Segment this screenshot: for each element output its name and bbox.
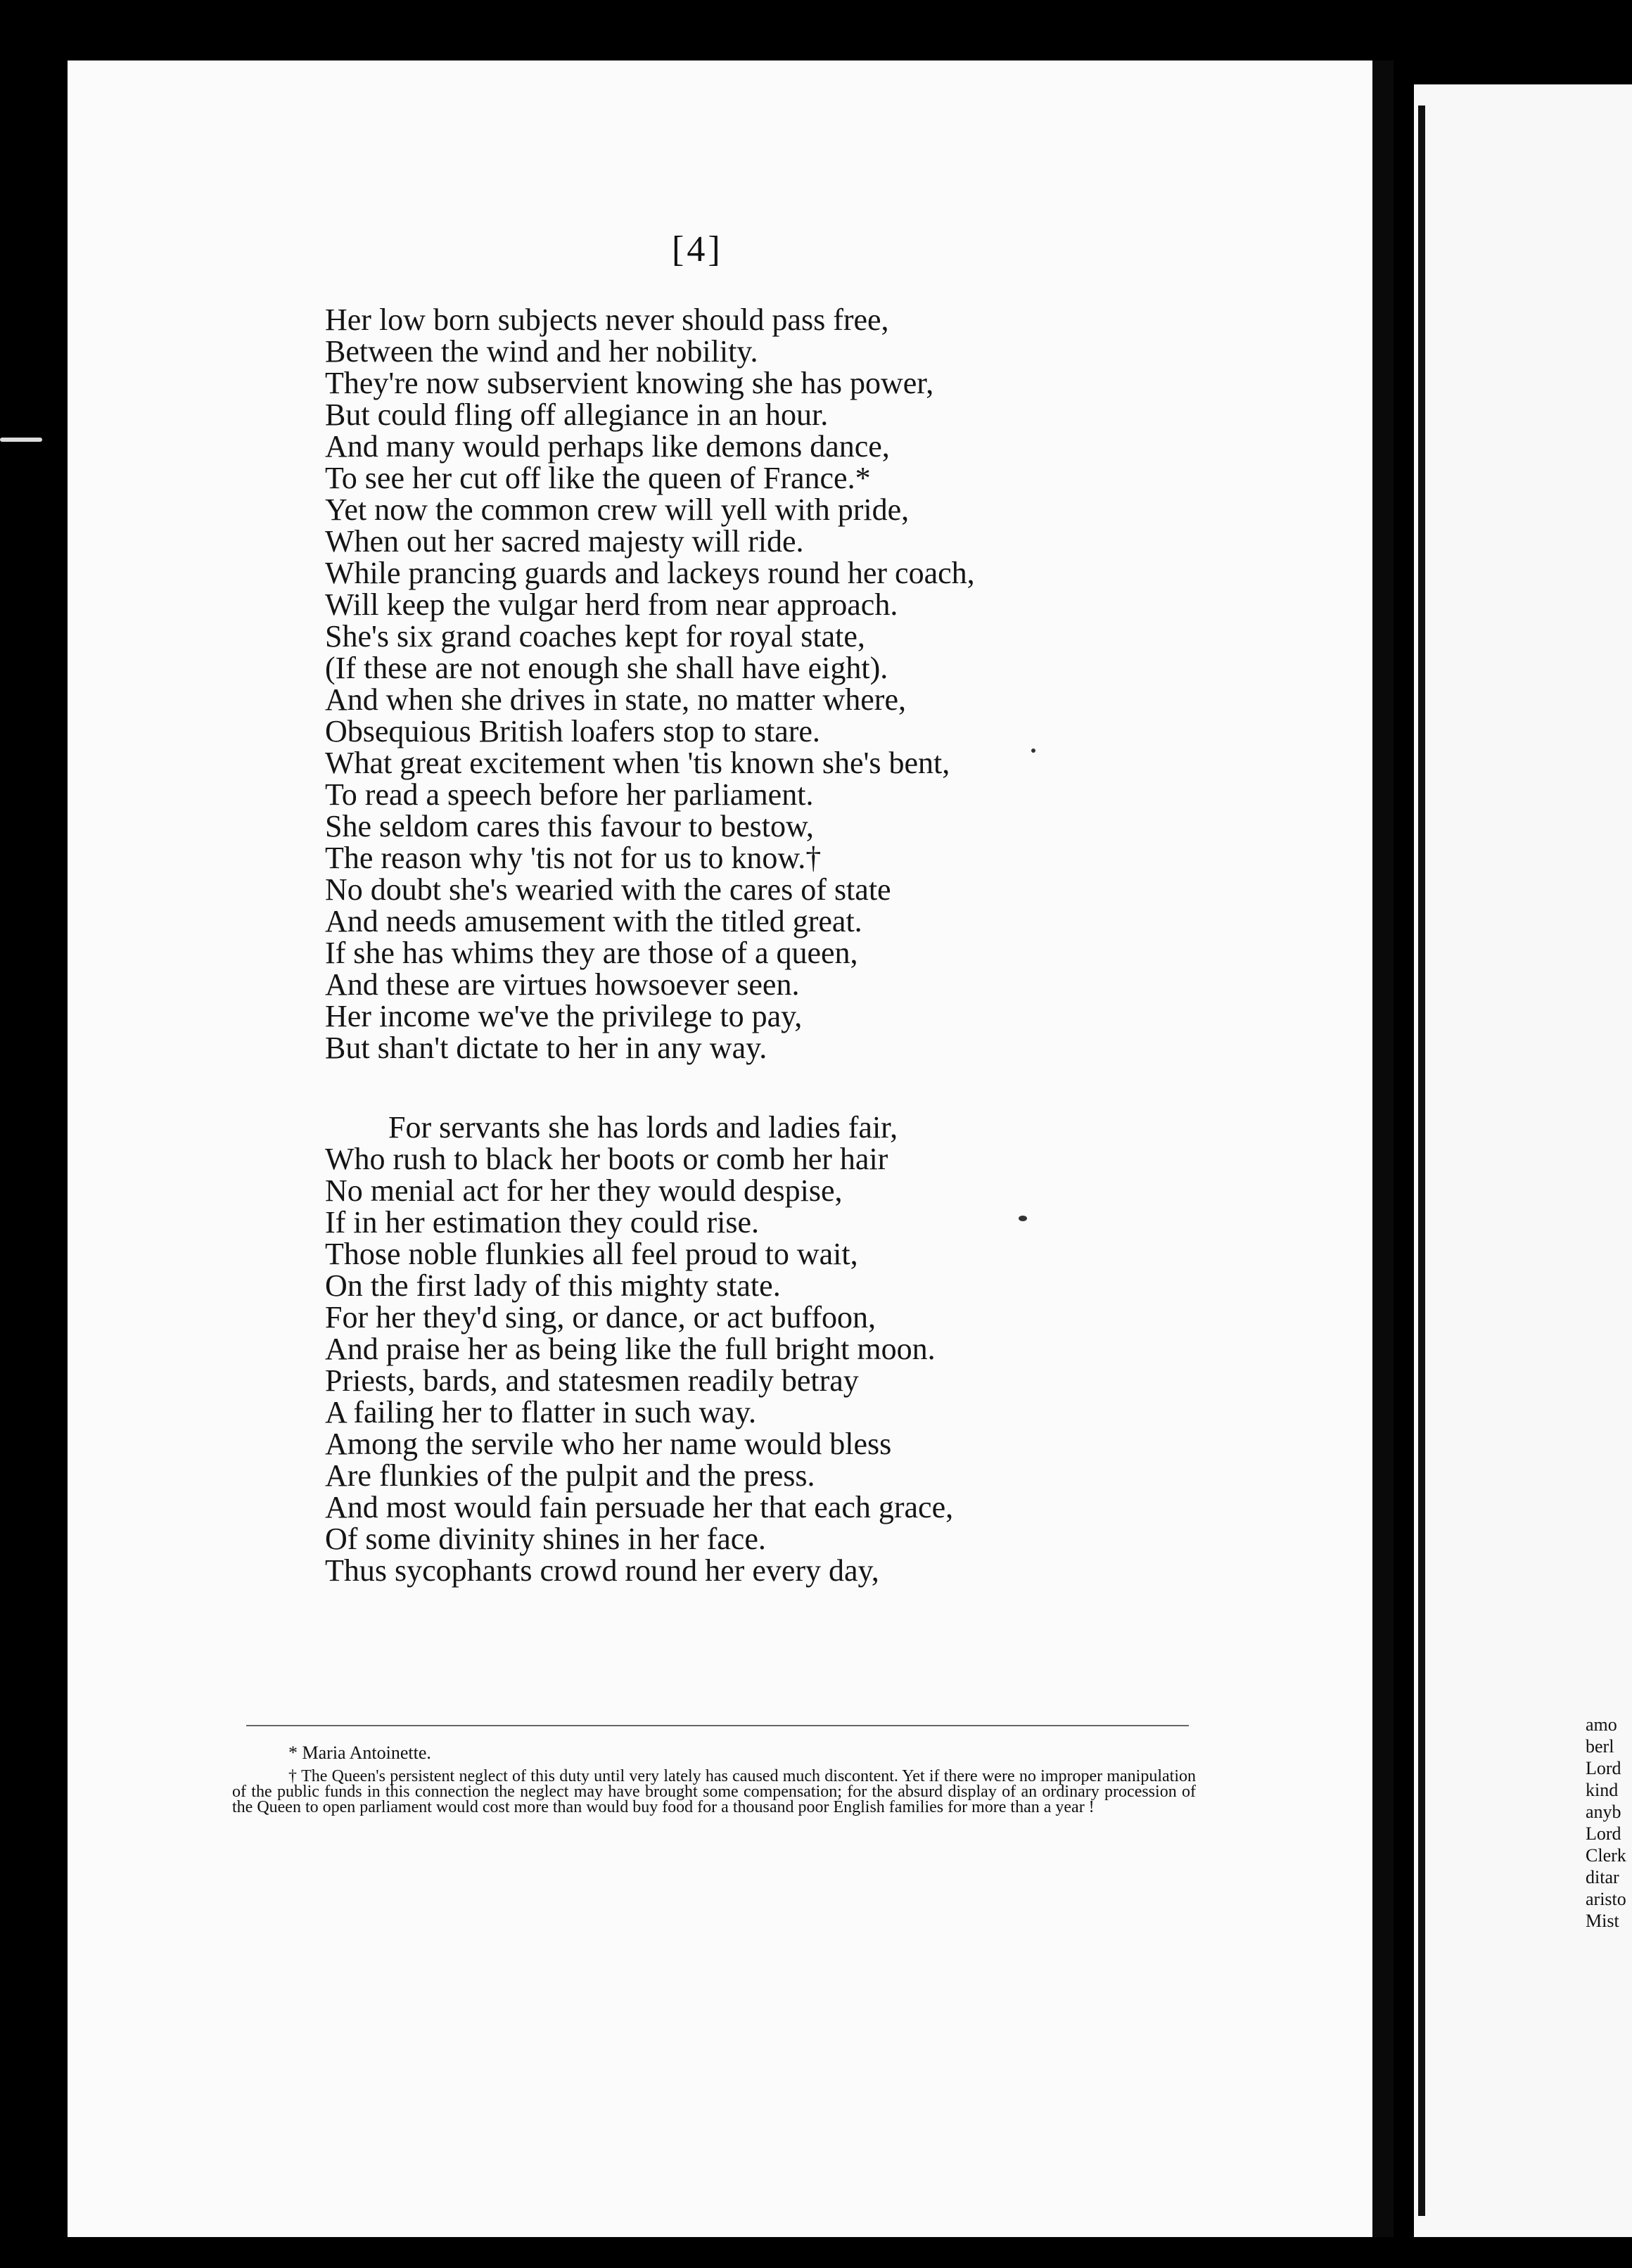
stanza-2 [325, 1111, 1225, 1586]
poem-line: To see her cut off like the queen of France.* [325, 461, 871, 495]
poem-line: And these are virtues howsoever seen. [325, 967, 800, 1002]
margin-mark [0, 438, 42, 442]
page-edge-shadow [1372, 60, 1394, 2237]
poem-line: And when she drives in state, no matter where, [325, 682, 906, 717]
poem [325, 304, 1225, 1586]
poem-line: (If these are not enough she shall have eight). [325, 651, 888, 685]
footnote-rule [246, 1725, 1189, 1726]
poem-line: If she has whims they are those of a queen, [325, 936, 858, 970]
poem-line: Obsequious British loafers stop to stare. [325, 714, 820, 748]
fragment: aristo [1586, 1889, 1626, 1909]
poem-line: Yet now the common crew will yell with pride, [325, 492, 910, 527]
page-number: [4] [672, 229, 723, 269]
poem-line: But could fling off allegiance in an hour. [325, 397, 829, 432]
poem-line: Thus sycophants crowd round her every day, [325, 1553, 879, 1588]
poem-line: A failing her to flatter in such way. [325, 1395, 756, 1429]
fragment: berl [1586, 1736, 1614, 1757]
poem-line: Her low born subjects never should pass free, [325, 302, 889, 337]
poem-line: Those noble flunkies all feel proud to wait, [325, 1237, 858, 1271]
poem-line: The reason why 'tis not for us to know.† [325, 841, 822, 875]
fragment: Mist [1586, 1911, 1619, 1931]
stanza-gap [325, 1064, 1225, 1111]
poem-line: What great excitement when 'tis known she's bent, [325, 746, 950, 780]
poem-line: Who rush to black her boots or comb her hair [325, 1142, 888, 1176]
fragment: Clerk [1586, 1845, 1626, 1866]
poem-line: No doubt she's wearied with the cares of state [325, 872, 891, 907]
adjacent-page-text [1586, 1714, 1626, 1932]
fragment: anyb [1586, 1802, 1621, 1822]
poem-line: And needs amusement with the titled great. [325, 904, 862, 938]
poem-line: For her they'd sing, or dance, or act buffoon, [325, 1300, 876, 1334]
footnotes [232, 1738, 1196, 1815]
fragment: Lord [1586, 1758, 1621, 1778]
poem-line: And many would perhaps like demons dance, [325, 429, 890, 464]
fragment: amo [1586, 1714, 1617, 1735]
poem-line: Of some divinity shines in her face. [325, 1522, 766, 1556]
poem-line: Between the wind and her nobility. [325, 334, 758, 369]
book-spine [1418, 106, 1425, 2216]
poem-line: She's six grand coaches kept for royal state, [325, 619, 865, 654]
poem-line: While prancing guards and lackeys round her coach, [325, 556, 975, 590]
fragment: ditar [1586, 1867, 1619, 1887]
poem-line: On the first lady of this mighty state. [325, 1268, 781, 1303]
footnote-2-text: † The Queen's persistent neglect of this duty until very lately has caused much discontent. Yet if there were no improper manipulation of the public funds in this connection the neglect may have brought some compensation; for the absurd display of an ordinary procession of the Queen to open parliament would cost more than would buy food for a thousand poor English families for more than a year ! [232, 1767, 1196, 1816]
poem-line: They're now subservient knowing she has power, [325, 366, 934, 400]
poem-line: But shan't dictate to her in any way. [325, 1031, 767, 1065]
fragment: Lord [1586, 1823, 1621, 1844]
ink-speck [1031, 748, 1035, 753]
poem-line: No menial act for her they would despise, [325, 1173, 843, 1208]
footnote-1: * Maria Antoinette. [288, 1743, 431, 1763]
stanza-1 [325, 304, 1225, 1064]
poem-line: Will keep the vulgar herd from near approach. [325, 587, 898, 622]
fragment: kind [1586, 1780, 1619, 1800]
ink-speck [1019, 1216, 1027, 1221]
poem-line: She seldom cares this favour to bestow, [325, 809, 814, 843]
poem-line: When out her sacred majesty will ride. [325, 524, 804, 559]
poem-line: Her income we've the privilege to pay, [325, 999, 803, 1033]
poem-line: Among the servile who her name would bless [325, 1427, 892, 1461]
footnote-2 [232, 1769, 1196, 1815]
poem-line: For servants she has lords and ladies fair, [388, 1110, 898, 1145]
poem-line: To read a speech before her parliament. [325, 777, 814, 812]
poem-line: And most would fain persuade her that each grace, [325, 1490, 954, 1524]
poem-line: Are flunkies of the pulpit and the press. [325, 1458, 815, 1493]
poem-line: And praise her as being like the full bright moon. [325, 1332, 936, 1366]
poem-line: If in her estimation they could rise. [325, 1205, 760, 1240]
poem-line: Priests, bards, and statesmen readily betray [325, 1363, 859, 1398]
